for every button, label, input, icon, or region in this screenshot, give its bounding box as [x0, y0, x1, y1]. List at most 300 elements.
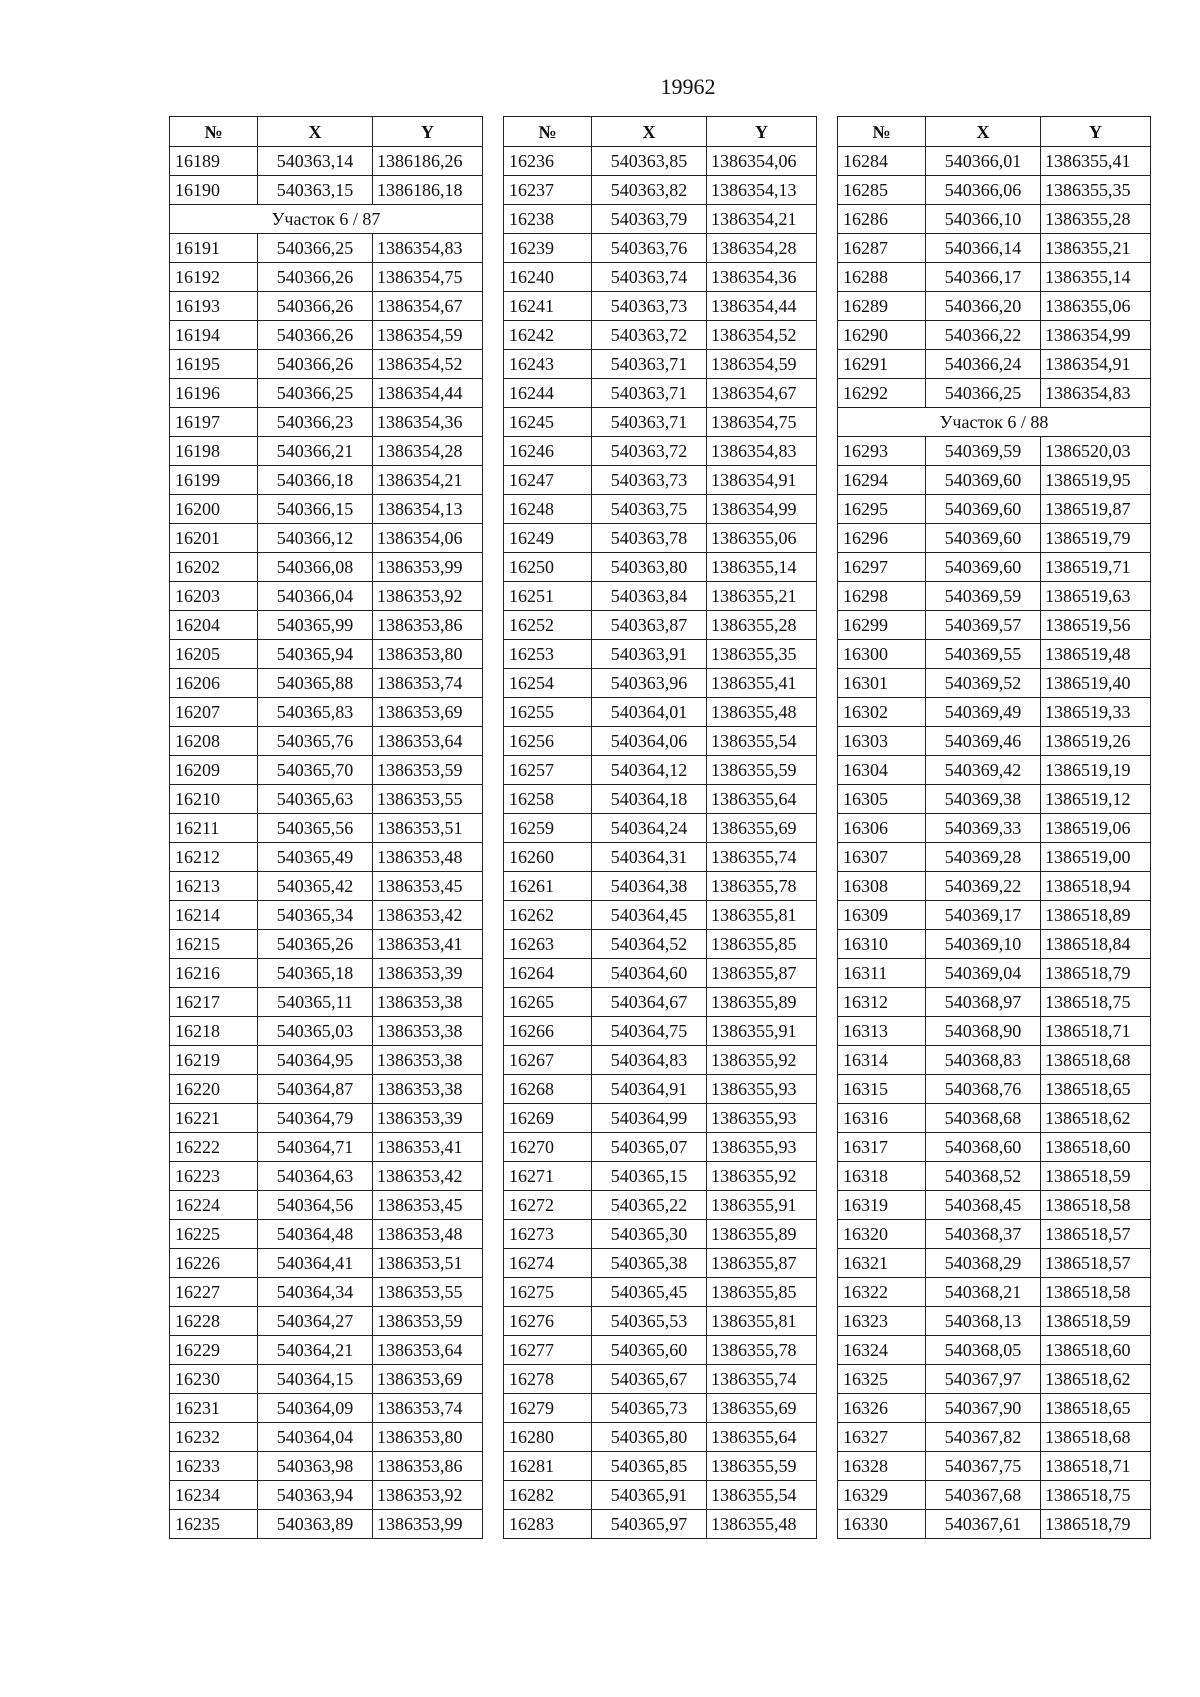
table-row: [504, 930, 817, 959]
x-coordinate-cell: 540364,27: [258, 1307, 373, 1336]
table-row: [170, 872, 483, 901]
point-number-cell: 16300: [838, 640, 926, 669]
table-row: [170, 1365, 483, 1394]
x-coordinate-cell: 540364,52: [592, 930, 707, 959]
point-number-cell: 16192: [170, 263, 258, 292]
table-row: [504, 234, 817, 263]
x-coordinate-cell: 540365,63: [258, 785, 373, 814]
point-number-cell: 16244: [504, 379, 592, 408]
y-coordinate-cell: 1386518,89: [1041, 901, 1151, 930]
x-coordinate-cell: 540364,06: [592, 727, 707, 756]
table-row: [170, 1046, 483, 1075]
point-number-cell: 16307: [838, 843, 926, 872]
table-row: [170, 466, 483, 495]
x-coordinate-cell: 540364,24: [592, 814, 707, 843]
table-row: [504, 814, 817, 843]
y-coordinate-cell: 1386353,64: [373, 1336, 483, 1365]
table-row: [170, 350, 483, 379]
point-number-cell: 16201: [170, 524, 258, 553]
point-number-cell: 16283: [504, 1510, 592, 1539]
y-coordinate-cell: 1386354,75: [707, 408, 817, 437]
x-coordinate-cell: 540363,87: [592, 611, 707, 640]
table-row: [170, 263, 483, 292]
y-coordinate-cell: 1386354,83: [373, 234, 483, 263]
x-coordinate-cell: 540365,94: [258, 640, 373, 669]
x-coordinate-cell: 540365,80: [592, 1423, 707, 1452]
x-coordinate-cell: 540365,11: [258, 988, 373, 1017]
table-row: [838, 901, 1151, 930]
y-coordinate-cell: 1386355,91: [707, 1017, 817, 1046]
x-coordinate-cell: 540366,01: [926, 147, 1041, 176]
x-coordinate-cell: 540364,71: [258, 1133, 373, 1162]
x-coordinate-cell: 540365,70: [258, 756, 373, 785]
point-number-cell: 16226: [170, 1249, 258, 1278]
x-coordinate-cell: 540369,59: [926, 437, 1041, 466]
y-coordinate-cell: 1386519,95: [1041, 466, 1151, 495]
table-row: [504, 350, 817, 379]
y-coordinate-cell: 1386519,79: [1041, 524, 1151, 553]
table-row: [838, 1394, 1151, 1423]
point-number-cell: 16228: [170, 1307, 258, 1336]
x-coordinate-cell: 540363,72: [592, 321, 707, 350]
table-row: [838, 930, 1151, 959]
header-row: [838, 117, 1151, 147]
table-row: [838, 727, 1151, 756]
header-x: X: [258, 117, 373, 147]
point-number-cell: 16327: [838, 1423, 926, 1452]
x-coordinate-cell: 540369,60: [926, 524, 1041, 553]
y-coordinate-cell: 1386355,21: [1041, 234, 1151, 263]
point-number-cell: 16259: [504, 814, 592, 843]
point-number-cell: 16243: [504, 350, 592, 379]
y-coordinate-cell: 1386520,03: [1041, 437, 1151, 466]
y-coordinate-cell: 1386354,67: [373, 292, 483, 321]
table-row: [170, 176, 483, 205]
y-coordinate-cell: 1386355,93: [707, 1104, 817, 1133]
point-number-cell: 16310: [838, 930, 926, 959]
table-row: [504, 176, 817, 205]
point-number-cell: 16203: [170, 582, 258, 611]
x-coordinate-cell: 540365,34: [258, 901, 373, 930]
y-coordinate-cell: 1386353,69: [373, 698, 483, 727]
y-coordinate-cell: 1386519,40: [1041, 669, 1151, 698]
table-row: [170, 930, 483, 959]
y-coordinate-cell: 1386355,59: [707, 756, 817, 785]
point-number-cell: 16318: [838, 1162, 926, 1191]
table-row: [170, 988, 483, 1017]
table-row: [170, 321, 483, 350]
table-row: [504, 988, 817, 1017]
x-coordinate-cell: 540369,38: [926, 785, 1041, 814]
y-coordinate-cell: 1386355,14: [707, 553, 817, 582]
x-coordinate-cell: 540368,21: [926, 1278, 1041, 1307]
table-row: [838, 263, 1151, 292]
y-coordinate-cell: 1386353,51: [373, 1249, 483, 1278]
point-number-cell: 16322: [838, 1278, 926, 1307]
x-coordinate-cell: 540369,57: [926, 611, 1041, 640]
x-coordinate-cell: 540369,17: [926, 901, 1041, 930]
x-coordinate-cell: 540368,52: [926, 1162, 1041, 1191]
y-coordinate-cell: 1386355,69: [707, 1394, 817, 1423]
x-coordinate-cell: 540364,91: [592, 1075, 707, 1104]
table-row: [170, 1133, 483, 1162]
x-coordinate-cell: 540363,80: [592, 553, 707, 582]
table-row: [170, 1017, 483, 1046]
x-coordinate-cell: 540369,22: [926, 872, 1041, 901]
y-coordinate-cell: 1386355,64: [707, 785, 817, 814]
point-number-cell: 16193: [170, 292, 258, 321]
y-coordinate-cell: 1386519,48: [1041, 640, 1151, 669]
y-coordinate-cell: 1386353,41: [373, 1133, 483, 1162]
x-coordinate-cell: 540366,18: [258, 466, 373, 495]
point-number-cell: 16224: [170, 1191, 258, 1220]
table-row: [838, 756, 1151, 785]
table-row: [838, 872, 1151, 901]
y-coordinate-cell: 1386355,92: [707, 1162, 817, 1191]
point-number-cell: 16320: [838, 1220, 926, 1249]
x-coordinate-cell: 540369,42: [926, 756, 1041, 785]
header-x: X: [926, 117, 1041, 147]
point-number-cell: 16287: [838, 234, 926, 263]
x-coordinate-cell: 540369,46: [926, 727, 1041, 756]
y-coordinate-cell: 1386519,26: [1041, 727, 1151, 756]
table-row: [838, 843, 1151, 872]
point-number-cell: 16215: [170, 930, 258, 959]
y-coordinate-cell: 1386518,62: [1041, 1365, 1151, 1394]
y-coordinate-cell: 1386355,78: [707, 872, 817, 901]
table-row: [838, 437, 1151, 466]
table-row: [504, 640, 817, 669]
x-coordinate-cell: 540369,33: [926, 814, 1041, 843]
x-coordinate-cell: 540367,90: [926, 1394, 1041, 1423]
x-coordinate-cell: 540367,75: [926, 1452, 1041, 1481]
x-coordinate-cell: 540365,76: [258, 727, 373, 756]
point-number-cell: 16220: [170, 1075, 258, 1104]
point-number-cell: 16280: [504, 1423, 592, 1452]
y-coordinate-cell: 1386355,48: [707, 698, 817, 727]
table-row: [838, 582, 1151, 611]
x-coordinate-cell: 540363,73: [592, 292, 707, 321]
table-row: [170, 1452, 483, 1481]
table-row: [170, 1278, 483, 1307]
x-coordinate-cell: 540366,25: [926, 379, 1041, 408]
point-number-cell: 16230: [170, 1365, 258, 1394]
x-coordinate-cell: 540366,26: [258, 263, 373, 292]
y-coordinate-cell: 1386518,94: [1041, 872, 1151, 901]
table-row: [170, 1162, 483, 1191]
point-number-cell: 16328: [838, 1452, 926, 1481]
x-coordinate-cell: 540366,25: [258, 234, 373, 263]
x-coordinate-cell: 540365,60: [592, 1336, 707, 1365]
y-coordinate-cell: 1386519,87: [1041, 495, 1151, 524]
x-coordinate-cell: 540364,87: [258, 1075, 373, 1104]
table-row: [504, 1510, 817, 1539]
x-coordinate-cell: 540363,84: [592, 582, 707, 611]
point-number-cell: 16298: [838, 582, 926, 611]
x-coordinate-cell: 540363,89: [258, 1510, 373, 1539]
y-coordinate-cell: 1386353,69: [373, 1365, 483, 1394]
y-coordinate-cell: 1386354,28: [707, 234, 817, 263]
table-row: [170, 1423, 483, 1452]
y-coordinate-cell: 1386354,52: [707, 321, 817, 350]
point-number-cell: 16306: [838, 814, 926, 843]
x-coordinate-cell: 540365,26: [258, 930, 373, 959]
x-coordinate-cell: 540363,91: [592, 640, 707, 669]
y-coordinate-cell: 1386355,89: [707, 1220, 817, 1249]
x-coordinate-cell: 540369,55: [926, 640, 1041, 669]
y-coordinate-cell: 1386354,21: [373, 466, 483, 495]
y-coordinate-cell: 1386355,06: [707, 524, 817, 553]
table-row: [170, 727, 483, 756]
table-row: [170, 1336, 483, 1365]
point-number-cell: 16281: [504, 1452, 592, 1481]
x-coordinate-cell: 540369,49: [926, 698, 1041, 727]
y-coordinate-cell: 1386353,38: [373, 1017, 483, 1046]
table-row: [170, 292, 483, 321]
table-row: [170, 901, 483, 930]
x-coordinate-cell: 540367,68: [926, 1481, 1041, 1510]
y-coordinate-cell: 1386353,45: [373, 872, 483, 901]
y-coordinate-cell: 1386354,06: [373, 524, 483, 553]
x-coordinate-cell: 540364,63: [258, 1162, 373, 1191]
point-number-cell: 16209: [170, 756, 258, 785]
y-coordinate-cell: 1386354,83: [1041, 379, 1151, 408]
point-number-cell: 16250: [504, 553, 592, 582]
section-row: [170, 205, 483, 234]
table-row: [838, 495, 1151, 524]
point-number-cell: 16221: [170, 1104, 258, 1133]
y-coordinate-cell: 1386353,86: [373, 611, 483, 640]
y-coordinate-cell: 1386355,28: [1041, 205, 1151, 234]
y-coordinate-cell: 1386354,44: [707, 292, 817, 321]
table-row: [838, 1104, 1151, 1133]
table-row: [504, 466, 817, 495]
x-coordinate-cell: 540364,38: [592, 872, 707, 901]
point-number-cell: 16246: [504, 437, 592, 466]
point-number-cell: 16254: [504, 669, 592, 698]
table-row: [504, 408, 817, 437]
point-number-cell: 16207: [170, 698, 258, 727]
y-coordinate-cell: 1386353,45: [373, 1191, 483, 1220]
point-number-cell: 16325: [838, 1365, 926, 1394]
point-number-cell: 16208: [170, 727, 258, 756]
point-number-cell: 16211: [170, 814, 258, 843]
x-coordinate-cell: 540364,09: [258, 1394, 373, 1423]
point-number-cell: 16190: [170, 176, 258, 205]
y-coordinate-cell: 1386354,36: [707, 263, 817, 292]
table-row: [838, 1017, 1151, 1046]
y-coordinate-cell: 1386519,12: [1041, 785, 1151, 814]
y-coordinate-cell: 1386354,21: [707, 205, 817, 234]
y-coordinate-cell: 1386354,06: [707, 147, 817, 176]
y-coordinate-cell: 1386353,86: [373, 1452, 483, 1481]
y-coordinate-cell: 1386519,06: [1041, 814, 1151, 843]
y-coordinate-cell: 1386354,59: [373, 321, 483, 350]
point-number-cell: 16284: [838, 147, 926, 176]
table-row: [170, 1075, 483, 1104]
y-coordinate-cell: 1386354,67: [707, 379, 817, 408]
y-coordinate-cell: 1386518,75: [1041, 1481, 1151, 1510]
point-number-cell: 16249: [504, 524, 592, 553]
y-coordinate-cell: 1386355,21: [707, 582, 817, 611]
x-coordinate-cell: 540364,04: [258, 1423, 373, 1452]
point-number-cell: 16265: [504, 988, 592, 1017]
table-row: [504, 727, 817, 756]
table-row: [838, 1481, 1151, 1510]
point-number-cell: 16313: [838, 1017, 926, 1046]
table-row: [838, 466, 1151, 495]
x-coordinate-cell: 540363,79: [592, 205, 707, 234]
point-number-cell: 16290: [838, 321, 926, 350]
y-coordinate-cell: 1386355,89: [707, 988, 817, 1017]
x-coordinate-cell: 540368,68: [926, 1104, 1041, 1133]
x-coordinate-cell: 540363,74: [592, 263, 707, 292]
y-coordinate-cell: 1386354,91: [707, 466, 817, 495]
point-number-cell: 16324: [838, 1336, 926, 1365]
point-number-cell: 16255: [504, 698, 592, 727]
y-coordinate-cell: 1386518,58: [1041, 1191, 1151, 1220]
x-coordinate-cell: 540365,85: [592, 1452, 707, 1481]
y-coordinate-cell: 1386519,00: [1041, 843, 1151, 872]
table-body: [838, 147, 1151, 1539]
point-number-cell: 16238: [504, 205, 592, 234]
x-coordinate-cell: 540369,28: [926, 843, 1041, 872]
x-coordinate-cell: 540364,60: [592, 959, 707, 988]
x-coordinate-cell: 540363,75: [592, 495, 707, 524]
x-coordinate-cell: 540365,15: [592, 1162, 707, 1191]
x-coordinate-cell: 540364,48: [258, 1220, 373, 1249]
x-coordinate-cell: 540363,94: [258, 1481, 373, 1510]
point-number-cell: 16225: [170, 1220, 258, 1249]
table-row: [838, 553, 1151, 582]
point-number-cell: 16189: [170, 147, 258, 176]
point-number-cell: 16271: [504, 1162, 592, 1191]
point-number-cell: 16264: [504, 959, 592, 988]
table-row: [504, 321, 817, 350]
y-coordinate-cell: 1386518,68: [1041, 1046, 1151, 1075]
y-coordinate-cell: 1386355,81: [707, 1307, 817, 1336]
x-coordinate-cell: 540363,73: [592, 466, 707, 495]
point-number-cell: 16279: [504, 1394, 592, 1423]
x-coordinate-cell: 540369,04: [926, 959, 1041, 988]
y-coordinate-cell: 1386518,75: [1041, 988, 1151, 1017]
point-number-cell: 16261: [504, 872, 592, 901]
table-row: [838, 1278, 1151, 1307]
table-row: [170, 379, 483, 408]
point-number-cell: 16321: [838, 1249, 926, 1278]
point-number-cell: 16191: [170, 234, 258, 263]
x-coordinate-cell: 540368,76: [926, 1075, 1041, 1104]
y-coordinate-cell: 1386518,60: [1041, 1133, 1151, 1162]
point-number-cell: 16204: [170, 611, 258, 640]
x-coordinate-cell: 540365,07: [592, 1133, 707, 1162]
y-coordinate-cell: 1386354,59: [707, 350, 817, 379]
table-row: [504, 959, 817, 988]
y-coordinate-cell: 1386353,80: [373, 1423, 483, 1452]
y-coordinate-cell: 1386355,28: [707, 611, 817, 640]
y-coordinate-cell: 1386355,35: [707, 640, 817, 669]
point-number-cell: 16223: [170, 1162, 258, 1191]
x-coordinate-cell: 540364,15: [258, 1365, 373, 1394]
table-row: [170, 959, 483, 988]
y-coordinate-cell: 1386518,65: [1041, 1075, 1151, 1104]
x-coordinate-cell: 540363,82: [592, 176, 707, 205]
y-coordinate-cell: 1386518,57: [1041, 1220, 1151, 1249]
x-coordinate-cell: 540368,60: [926, 1133, 1041, 1162]
point-number-cell: 16294: [838, 466, 926, 495]
y-coordinate-cell: 1386353,39: [373, 1104, 483, 1133]
point-number-cell: 16274: [504, 1249, 592, 1278]
point-number-cell: 16212: [170, 843, 258, 872]
y-coordinate-cell: 1386355,93: [707, 1075, 817, 1104]
table-row: [504, 756, 817, 785]
point-number-cell: 16262: [504, 901, 592, 930]
x-coordinate-cell: 540364,31: [592, 843, 707, 872]
y-coordinate-cell: 1386186,18: [373, 176, 483, 205]
table-row: [504, 379, 817, 408]
x-coordinate-cell: 540366,12: [258, 524, 373, 553]
table-row: [170, 1249, 483, 1278]
x-coordinate-cell: 540366,20: [926, 292, 1041, 321]
x-coordinate-cell: 540364,75: [592, 1017, 707, 1046]
section-row: [838, 408, 1151, 437]
header-x: X: [592, 117, 707, 147]
point-number-cell: 16304: [838, 756, 926, 785]
x-coordinate-cell: 540363,76: [592, 234, 707, 263]
table-row: [504, 1394, 817, 1423]
point-number-cell: 16297: [838, 553, 926, 582]
point-number-cell: 16329: [838, 1481, 926, 1510]
point-number-cell: 16315: [838, 1075, 926, 1104]
y-coordinate-cell: 1386353,48: [373, 1220, 483, 1249]
header-row: [170, 117, 483, 147]
table-row: [504, 1191, 817, 1220]
x-coordinate-cell: 540368,29: [926, 1249, 1041, 1278]
table-row: [838, 1510, 1151, 1539]
y-coordinate-cell: 1386518,79: [1041, 1510, 1151, 1539]
table-row: [504, 437, 817, 466]
y-coordinate-cell: 1386518,68: [1041, 1423, 1151, 1452]
point-number-cell: 16282: [504, 1481, 592, 1510]
x-coordinate-cell: 540368,83: [926, 1046, 1041, 1075]
x-coordinate-cell: 540364,56: [258, 1191, 373, 1220]
x-coordinate-cell: 540369,60: [926, 553, 1041, 582]
table-row: [504, 1365, 817, 1394]
header-y: Y: [1041, 117, 1151, 147]
point-number-cell: 16235: [170, 1510, 258, 1539]
y-coordinate-cell: 1386353,42: [373, 1162, 483, 1191]
point-number-cell: 16222: [170, 1133, 258, 1162]
y-coordinate-cell: 1386354,44: [373, 379, 483, 408]
point-number-cell: 16227: [170, 1278, 258, 1307]
x-coordinate-cell: 540365,67: [592, 1365, 707, 1394]
table-row: [838, 1162, 1151, 1191]
x-coordinate-cell: 540366,14: [926, 234, 1041, 263]
table-row: [170, 1394, 483, 1423]
table-row: [838, 1133, 1151, 1162]
point-number-cell: 16196: [170, 379, 258, 408]
x-coordinate-cell: 540365,83: [258, 698, 373, 727]
y-coordinate-cell: 1386519,56: [1041, 611, 1151, 640]
y-coordinate-cell: 1386518,79: [1041, 959, 1151, 988]
point-number-cell: 16303: [838, 727, 926, 756]
x-coordinate-cell: 540364,12: [592, 756, 707, 785]
y-coordinate-cell: 1386518,59: [1041, 1162, 1151, 1191]
y-coordinate-cell: 1386355,78: [707, 1336, 817, 1365]
table-row: [504, 1075, 817, 1104]
x-coordinate-cell: 540365,30: [592, 1220, 707, 1249]
point-number-cell: 16293: [838, 437, 926, 466]
